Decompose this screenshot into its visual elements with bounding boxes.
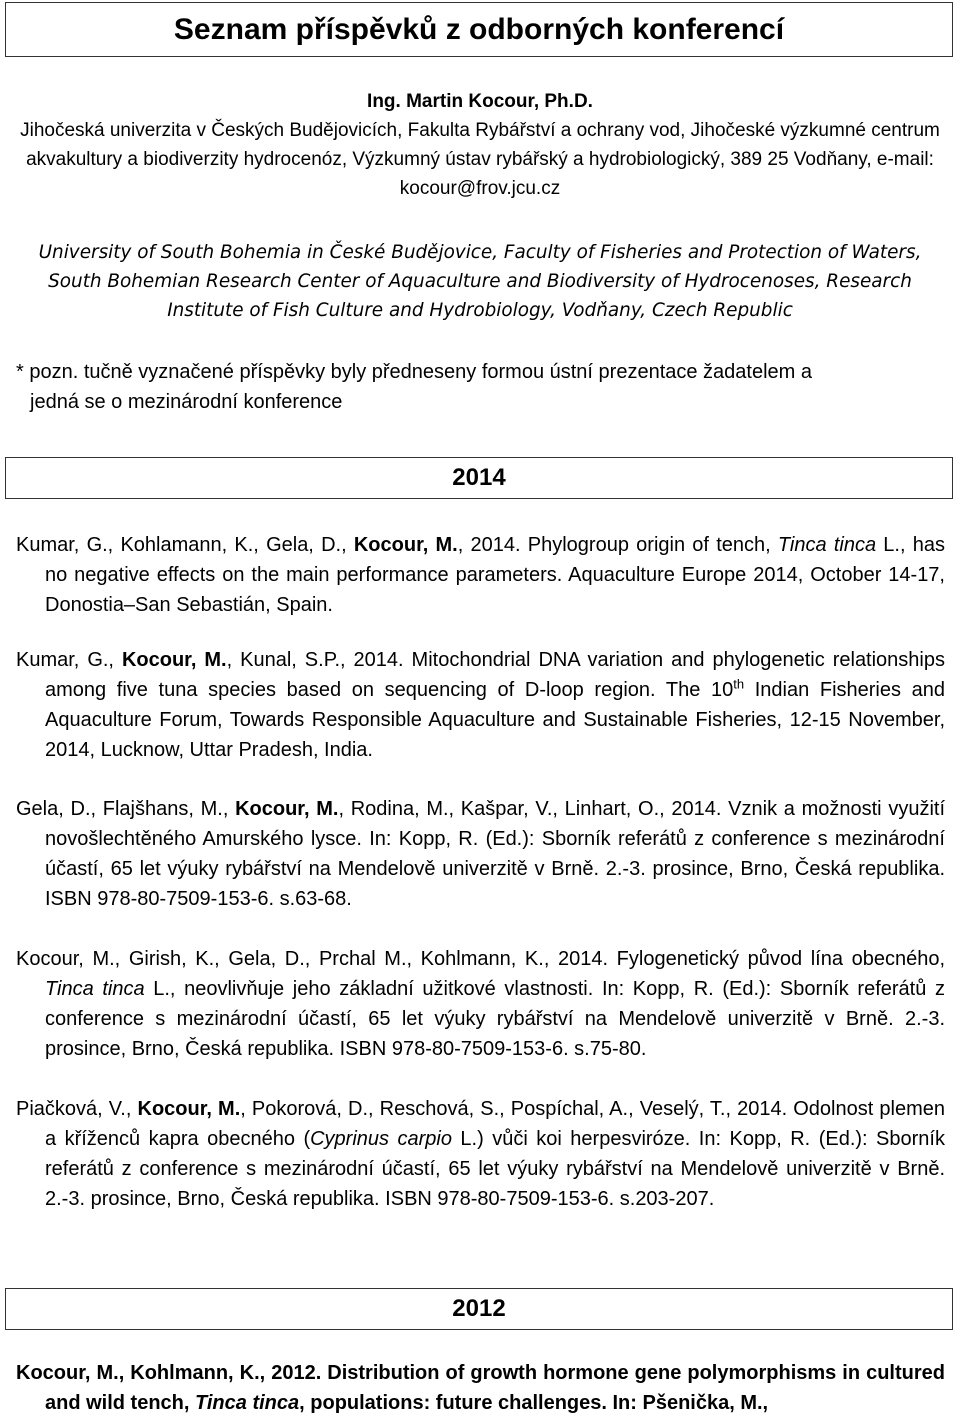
entry-text: , 2014. Phylogroup origin of tench, (457, 534, 778, 556)
entry-text: , Pokorová, D., Reschová, S., Pospíchal, A., Veselý, T., 2014. Odolnost plemen a kříženců kapra obecného ( (45, 1098, 945, 1150)
reference-entry (16, 944, 945, 1064)
entry-text: , populations: future challenges. In: Pšenička, M., (299, 1392, 769, 1414)
entry-species-italic: Tinca tinca (195, 1392, 300, 1414)
affiliation-english: University of South Bohemia in České Budějovice, Faculty of Fisheries and Protection of Waters, South Bohemian Research Center of Aquaculture and Biodiversity of Hydrocenoses, Research Institute of Fish Culture and Hydrobiology, Vodňany, Czech Republic (38, 242, 922, 321)
affiliation-czech: Jihočeská univerzita v Českých Budějovicích, Fakulta Rybářství a ochrany vod, Jihočeské výzkumné centrum akvakultury a biodiverzity hydrocenóz, Výzkumný ústav rybářský a hydrobiologický, 389 25 Vodňany, e-mail: kocour@frov.jcu.cz (20, 120, 940, 199)
entry-text: L., neovlivňuje jeho základní užitkové vlastnosti. In: Kopp, R. (Ed.): Sborník referátů z conference s mezinárodní účastí, 65 let výuky rybářství na Mendelově univerzitě v Brně. 2.-3. prosince, Brno, Česká republika. ISBN 978-80-7509-153-6. s.75-80. (45, 978, 945, 1060)
entry-species-italic: Cyprinus carpio (310, 1128, 452, 1150)
reference-entry (16, 1358, 945, 1418)
entry-text: , Kunal, S.P., 2014. Mitochondrial DNA variation and phylogenetic relationships among five tuna species based on sequencing of D-loop region. The 10 (45, 649, 945, 701)
entry-text: Piačková, V., (16, 1098, 138, 1120)
reference-entry (16, 645, 945, 765)
entry-text: L., has no negative effects on the main performance parameters. Aquaculture Europe 2014, October 14-17, Donostia–San Sebastián, Spain. (45, 534, 945, 616)
entry-text: L.) vůči koi herpesviróze. In: Kopp, R. (Ed.): Sborník referátů z conference s mezinárodní účastí, 65 let výuky rybářství na Mendelově univerzitě v Brně. 2.-3. prosince, Brno, Česká republika. ISBN 978-80-7509-153-6. s.203-207. (45, 1128, 945, 1210)
entry-species-italic: Tinca tinca (777, 534, 877, 556)
entry-text: Kumar, G., (16, 649, 122, 671)
entry-author-bold: Kocour, M. (353, 534, 458, 556)
reference-entry (16, 1094, 945, 1214)
year-heading-2012: 2012 (5, 1288, 953, 1330)
reference-entry (16, 530, 945, 620)
entry-author-bold: Kocour, M. (121, 649, 227, 671)
page-title: Seznam příspěvků z odborných konferencí (5, 2, 953, 57)
entry-text: Kocour, M., Girish, K., Gela, D., Prchal M., Kohlmann, K., 2014. Fylogenetický původ lína obecného, (16, 948, 945, 970)
author-name: Ing. Martin Kocour, Ph.D. (367, 91, 593, 112)
note-text-continued: jedná se o mezinárodní konference (30, 391, 343, 413)
entry-text: , Rodina, M., Kašpar, V., Linhart, O., 2014. Vznik a možnosti využití novošlechtěného Amurského lysce. In: Kopp, R. (Ed.): Sborník referátů z conference s mezinárodní účastí, 65 let výuky rybářství na Mendelově univerzitě v Brně. 2.-3. prosince, Brno, Česká republika. ISBN 978-80-7509-153-6. s.63-68. (45, 798, 945, 910)
entry-species-italic: Tinca tinca (45, 978, 145, 1000)
reference-entry (16, 794, 945, 914)
entry-author-bold: Kocour, M. (137, 1098, 241, 1120)
note-prefix: * pozn. (16, 361, 84, 383)
entry-text: Kumar, G., Kohlamann, K., Gela, D., (16, 534, 354, 556)
entry-text: Indian Fisheries and Aquaculture Forum, Towards Responsible Aquaculture and Sustainable Fisheries, 12-15 November, 2014, Lucknow, Uttar Pradesh, India. (45, 679, 945, 761)
entry-text: Kocour, M., Kohlmann, K., 2012. Distribution of growth hormone gene polymorphisms in cultured and wild tench, (16, 1362, 945, 1414)
note-text: tučně vyznačené příspěvky byly předneseny formou ústní prezentace žadatelem a (83, 361, 813, 383)
note (16, 357, 936, 417)
entry-text: Gela, D., Flajšhans, M., (16, 798, 236, 820)
entry-author-bold: Kocour, M. (235, 798, 339, 820)
year-heading-2014: 2014 (5, 457, 953, 499)
entry-superscript: th (733, 676, 745, 692)
